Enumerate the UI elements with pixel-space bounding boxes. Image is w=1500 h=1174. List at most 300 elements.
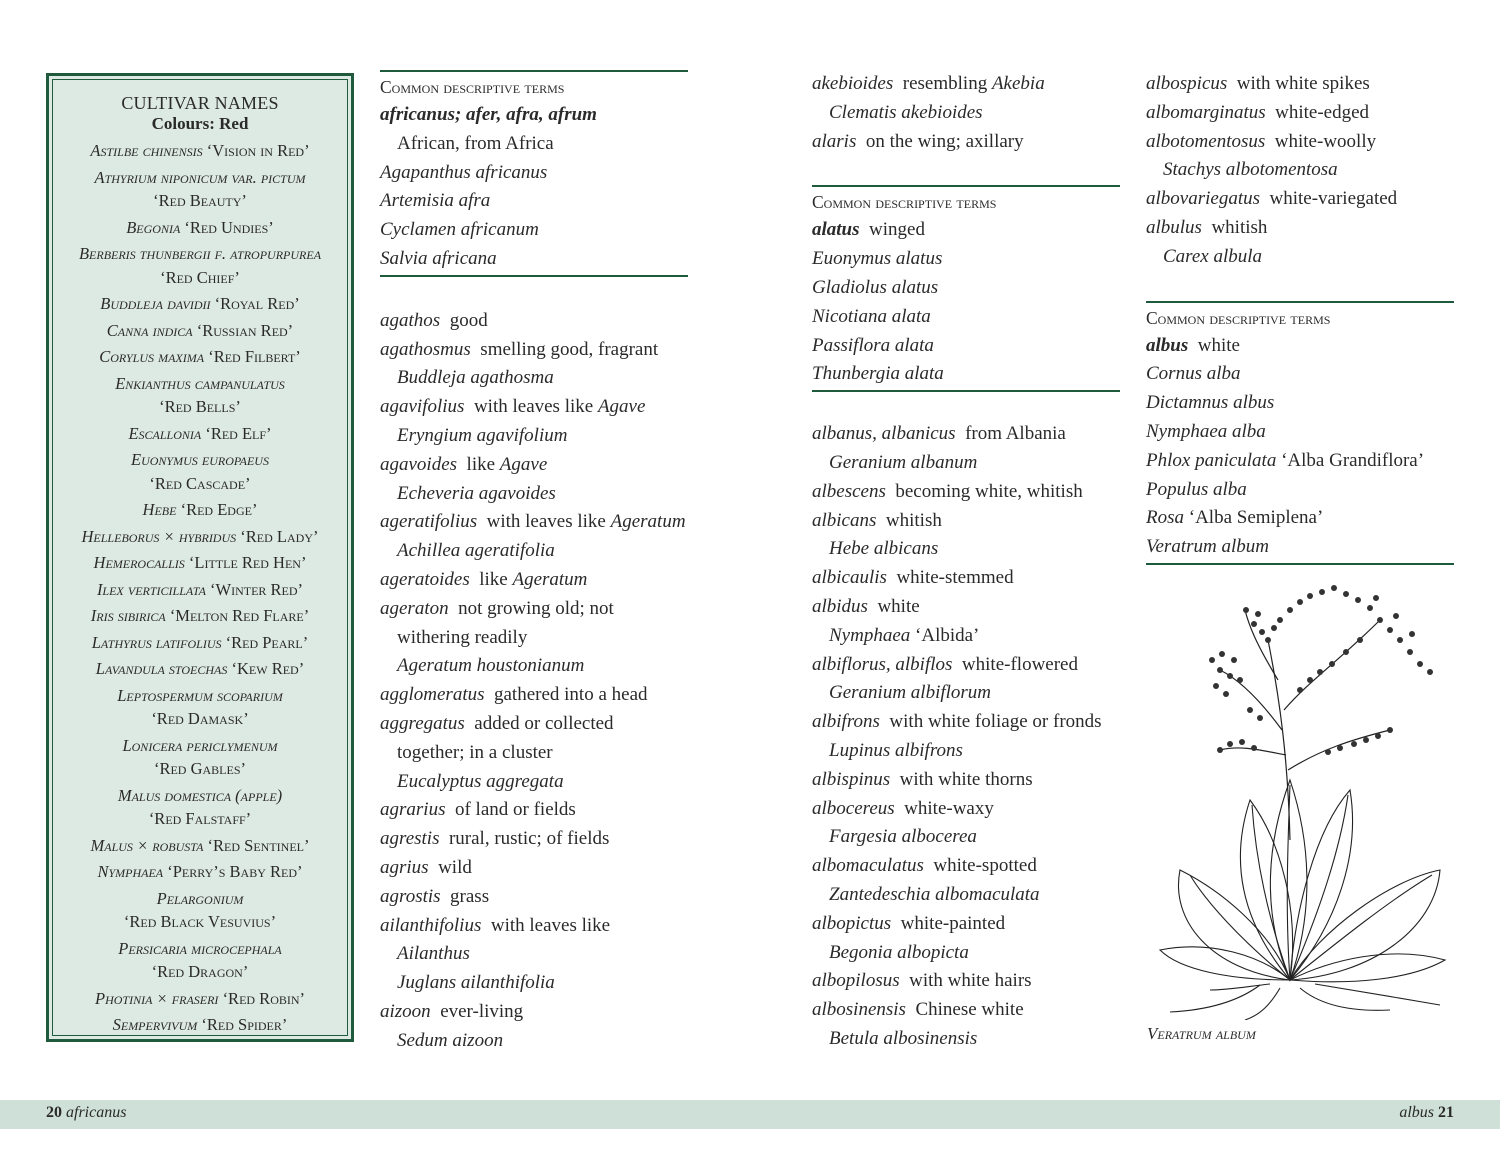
entry-term: albomaculatus [812, 855, 924, 877]
cultivar-entry [55, 498, 345, 522]
box-term: africanus; afer, afra, afrum [380, 104, 597, 125]
cultivar-entry [55, 166, 345, 213]
cultivar-taxon: Sempervivum [112, 1015, 198, 1034]
cultivar-entry [55, 631, 345, 655]
cultivar-entry [55, 734, 345, 781]
entry-definition: not growing old; not [448, 597, 614, 619]
left-page-number: 20 [46, 1104, 62, 1121]
entry-line [812, 996, 1120, 1025]
entry-line [1146, 128, 1454, 157]
entry-term: Sedum aizoon [397, 1029, 504, 1051]
cultivar-name: ‘Melton Red Flare’ [169, 606, 310, 625]
cultivar-name: ‘Winter Red’ [210, 579, 304, 599]
box-term: Veratrum album [1146, 536, 1269, 558]
entry-definition: on the wing; axillary [856, 130, 1024, 152]
cultivar-name: ‘Red Undies’ [184, 217, 274, 237]
entry-line [380, 652, 688, 681]
cultivar-name: ‘Perry’s Baby Red’ [167, 862, 303, 881]
cultivar-taxon: Lavandula stoechas [95, 659, 228, 678]
cultivar-name: ‘Red Spider’ [201, 1015, 288, 1034]
box-term: Cornus alba [1146, 363, 1241, 385]
entry-line [380, 681, 688, 710]
cultivar-entry [55, 1013, 345, 1037]
cultivar-taxon: Canna indica [106, 320, 193, 340]
box-line [380, 216, 688, 245]
entry-line [380, 451, 688, 480]
entry-term: alaris [812, 130, 857, 152]
entry-line [380, 508, 688, 537]
cultivar-entry [55, 657, 345, 681]
box-line [1146, 332, 1454, 361]
cultivar-taxon: Malus × robusta [90, 835, 204, 855]
entry-definition: from Albania [955, 423, 1066, 445]
entry-definition: smelling good, fragrant [470, 338, 659, 360]
cultivar-taxon: Hebe [142, 500, 177, 519]
entry-term: albocereus [812, 797, 895, 819]
right-page-number: 21 [1438, 1104, 1454, 1121]
cultivar-name: ‘Little Red Hen’ [188, 553, 307, 572]
cultivar-entry [55, 834, 345, 858]
cultivar-name: ‘Red Bells’ [159, 397, 241, 416]
box-line [1146, 360, 1454, 389]
entry-definition: with leaves like [481, 914, 611, 936]
entry-term: agglomeratus [380, 684, 485, 706]
right-page-folio [1399, 1104, 1454, 1122]
box-line [1146, 389, 1454, 418]
box-heading: Common descriptive terms [812, 192, 997, 213]
entry-term: ageraton [380, 597, 449, 619]
entry-line [1146, 99, 1454, 128]
cultivar-entry [55, 525, 345, 549]
box-line [1146, 447, 1454, 476]
box-term: Populus alba [1146, 478, 1247, 500]
entry-line [812, 564, 1120, 593]
box-term: Nicotiana alata [812, 305, 931, 327]
box-term: alatus [812, 219, 860, 241]
entry-line [380, 768, 688, 797]
entry-line [1146, 70, 1454, 99]
cultivar-name: ‘Red Sentinel’ [207, 835, 310, 855]
spacer [812, 392, 1120, 420]
cultivar-list [55, 139, 345, 1037]
box-line [812, 303, 1120, 332]
cultivar-entry [55, 372, 345, 419]
cultivar-entry [55, 139, 345, 163]
cultivar-name: ‘Red Beauty’ [153, 191, 247, 210]
cultivar-taxon: Pelargonium [156, 888, 244, 908]
entry-term: Clematis akebioides [829, 101, 983, 123]
entry-term: ageratoides [380, 568, 470, 590]
cultivar-taxon: Persicaria microcephala [118, 938, 282, 958]
cultivar-entry [55, 345, 345, 369]
descriptive-terms-box [380, 70, 688, 277]
entry-definition: like [457, 453, 500, 475]
entry-definition: with leaves like [464, 396, 598, 418]
entry-definition: white-variegated [1260, 188, 1398, 210]
entry-term: agrarius [380, 799, 446, 821]
cultivar-taxon: Athyrium niponicum var. pictum [94, 167, 306, 187]
cultivar-name: ‘Red Black Vesuvius’ [123, 912, 277, 931]
entry-term: akebioides [812, 73, 894, 94]
entry-line [380, 566, 688, 595]
spacer [812, 156, 1120, 185]
box-line [380, 187, 688, 216]
box-definition: ‘Alba Semiplena’ [1184, 507, 1324, 529]
entry-term: albicaulis [812, 567, 887, 589]
cultivar-entry [55, 987, 345, 1011]
illustration-caption: Veratrum album [1147, 1024, 1256, 1043]
cultivar-name: ‘Red Chief’ [160, 267, 240, 287]
entry-definition: added or collected [464, 712, 614, 734]
box-line [1146, 476, 1454, 505]
cultivar-name: ‘Red Dragon’ [151, 962, 249, 981]
entry-line [812, 881, 1120, 910]
entry-term: albiflorus, albiflos [812, 653, 953, 675]
cultivar-name: ‘Red Edge’ [180, 500, 258, 519]
entry-definition: white-spotted [923, 855, 1037, 877]
sidebar-title: CULTIVAR NAMES [121, 93, 279, 113]
entry-definition: wild [428, 856, 472, 878]
box-line [812, 245, 1120, 274]
entry-term: Geranium albiflorum [829, 682, 992, 704]
entry-definition: whitish [876, 509, 942, 531]
cultivar-entry [55, 242, 345, 289]
box-line [812, 360, 1120, 389]
cultivar-taxon: Hemerocallis [93, 553, 185, 572]
entry-line [812, 910, 1120, 939]
cultivar-taxon: Berberis thunbergii f. atropurpurea [78, 244, 322, 263]
entry-line [812, 593, 1120, 622]
cultivar-entry [55, 319, 345, 343]
entry-term: agavoides [380, 453, 458, 475]
entry-term: Geranium albanum [829, 451, 978, 473]
entry-line [812, 478, 1120, 507]
column-2 [812, 70, 1120, 1054]
cultivar-taxon: Iris sibirica [90, 606, 166, 625]
box-term: Thunbergia alata [812, 363, 944, 385]
entry-term: Eucalyptus aggregata [397, 770, 564, 792]
entry-term: Stachys albotomentosa [1163, 159, 1338, 181]
cultivar-entry [55, 216, 345, 240]
spacer [380, 277, 688, 307]
box-term: Gladiolus alatus [812, 276, 939, 298]
entry-definition: with white hairs [899, 970, 1032, 992]
cultivar-name: ‘Red Robin’ [222, 988, 306, 1008]
box-term: Artemisia afra [380, 190, 491, 212]
cultivar-taxon: Lonicera periclymenum [122, 735, 278, 755]
entry-line [1146, 214, 1454, 243]
entry-definition: white-flowered [952, 653, 1078, 675]
entry-line [380, 998, 688, 1027]
entry-term: albopilosus [812, 970, 900, 992]
entry-term: Betula albosinensis [829, 1027, 978, 1049]
entry-term: Agave [499, 453, 548, 475]
entry-term: agathos [380, 309, 441, 331]
entry-line [812, 967, 1120, 996]
entry-term: Hebe albicans [829, 538, 939, 560]
entry-term: agathosmus [380, 338, 471, 360]
entry-line [1146, 185, 1454, 214]
entry-line [812, 823, 1120, 852]
entry-line [812, 622, 1120, 651]
entry-line [380, 624, 688, 653]
entry-term: albopictus [812, 912, 892, 934]
spacer [1146, 272, 1454, 301]
left-page-folio [46, 1104, 126, 1122]
cultivar-entry [55, 937, 345, 984]
entry-definition: like [469, 568, 513, 590]
entry-term: ageratifolius [380, 511, 478, 533]
box-term: Rosa [1146, 507, 1184, 529]
box-term: Euonymus alatus [812, 248, 943, 270]
cultivar-name: ‘Red Gables’ [153, 759, 247, 778]
entry-line [812, 1025, 1120, 1054]
entry-definition: ever-living [430, 1000, 524, 1022]
entry-definition: with white spikes [1227, 73, 1370, 94]
cultivar-name: ‘Russian Red’ [196, 320, 294, 340]
cultivar-entry [55, 448, 345, 495]
entry-term: albotomentosus [1146, 130, 1266, 152]
entry-term: Ageratum [610, 511, 686, 533]
entry-line [380, 364, 688, 393]
cultivar-name: ‘Red Elf’ [205, 423, 272, 443]
entry-line [380, 537, 688, 566]
entry-term: Juglans ailanthifolia [397, 972, 555, 994]
entry-line [380, 825, 688, 854]
entry-line [1146, 156, 1454, 185]
box-term: Agapanthus africanus [380, 161, 548, 183]
entry-term: agrius [380, 856, 429, 878]
entry-term: albomarginatus [1146, 101, 1266, 123]
cultivar-taxon: Begonia [126, 217, 181, 237]
entry-definition: with leaves like [477, 511, 611, 533]
box-line [380, 130, 688, 159]
cultivar-entry [55, 684, 345, 731]
entry-definition: white-woolly [1265, 130, 1377, 152]
entry-line [1146, 243, 1454, 272]
entry-line [812, 70, 1120, 99]
cultivar-name: ‘Red Pearl’ [225, 632, 309, 652]
cultivar-taxon: Escallonia [128, 423, 202, 443]
entry-line [380, 969, 688, 998]
entry-line [380, 1027, 688, 1056]
entry-term: Carex albula [1163, 245, 1263, 267]
box-term: albus [1146, 334, 1189, 356]
entry-line [812, 535, 1120, 564]
entry-term: albispinus [812, 768, 891, 790]
entry-definition: resembling [893, 73, 992, 94]
entry-definition: white-edged [1265, 101, 1370, 123]
entry-line [812, 939, 1120, 968]
cultivar-name: ‘Red Lady’ [240, 526, 319, 546]
cultivar-taxon: Ilex verticillata [96, 579, 206, 599]
entry-definition: together; in a cluster [397, 741, 553, 763]
entry-definition: of land or fields [445, 799, 576, 821]
box-term: Nymphaea alba [1146, 420, 1266, 442]
left-running-head: africanus [66, 1104, 127, 1121]
box-line [812, 274, 1120, 303]
cultivar-taxon: Enkianthus campanulatus [115, 373, 285, 393]
entry-line [380, 854, 688, 883]
entry-line [812, 99, 1120, 128]
entry-term: albicans [812, 509, 877, 531]
cultivar-taxon: Helleborus × hybridus [81, 526, 237, 546]
entry-term: Buddleja agathosma [397, 367, 554, 389]
entry-term: Echeveria agavoides [397, 482, 556, 504]
cultivar-name: ‘Vision in Red’ [206, 141, 310, 160]
box-definition: ‘Alba Grandiflora’ [1276, 449, 1425, 471]
cultivar-entry [55, 422, 345, 446]
box-line [1146, 504, 1454, 533]
entry-term: Agave [597, 396, 646, 418]
cultivar-name: ‘Red Cascade’ [149, 473, 251, 493]
box-line [380, 159, 688, 188]
entry-line [380, 480, 688, 509]
cultivar-name: ‘Royal Red’ [214, 294, 300, 313]
right-running-head: albus [1399, 1104, 1434, 1121]
cultivar-entry [55, 887, 345, 934]
entry-line [380, 796, 688, 825]
box-term: Phlox paniculata [1146, 449, 1277, 471]
entry-term: Ageratum [512, 568, 588, 590]
entry-line [380, 595, 688, 624]
box-line [380, 245, 688, 274]
cultivar-entry [55, 551, 345, 575]
cultivar-entry [55, 784, 345, 831]
entry-definition: whitish [1201, 216, 1268, 238]
entry-line [380, 739, 688, 768]
box-heading: Common descriptive terms [1146, 307, 1331, 328]
veratrum-album-illustration [1150, 580, 1455, 1020]
entry-line [812, 795, 1120, 824]
entry-line [812, 651, 1120, 680]
entry-term: agavifolius [380, 396, 465, 418]
box-term: Passiflora alata [812, 334, 934, 356]
page-footer-band [0, 1100, 1500, 1129]
entry-line [380, 940, 688, 969]
cultivar-taxon: Euonymus europaeus [131, 450, 269, 469]
cultivar-name: ‘Kew Red’ [231, 659, 305, 678]
box-definition: winged [859, 219, 925, 241]
entry-definition: rural, rustic; of fields [439, 828, 610, 850]
entry-term: albospicus [1146, 73, 1228, 94]
entry-term: albifrons [812, 711, 880, 733]
entry-line [380, 912, 688, 941]
entry-term: aizoon [380, 1000, 431, 1022]
cultivar-entry [55, 578, 345, 602]
cultivar-taxon: Corylus maxima [99, 347, 205, 366]
box-line [812, 332, 1120, 361]
box-term: African, from Africa [397, 132, 554, 154]
entry-term: Ailanthus [397, 943, 470, 965]
entry-term: albovariegatus [1146, 188, 1260, 210]
entry-definition: becoming white, whitish [885, 480, 1083, 502]
cultivar-taxon: Buddleja davidii [100, 294, 211, 313]
entry-definition: white [867, 595, 920, 617]
entry-term: agrostis [380, 885, 441, 907]
cultivar-taxon: Malus domestica (apple) [117, 785, 283, 805]
box-term: Dictamnus albus [1146, 392, 1275, 414]
entry-line [812, 449, 1120, 478]
entry-definition: ‘Albida’ [910, 624, 980, 646]
entry-line [380, 393, 688, 422]
sidebar-subtitle: Colours: Red [151, 114, 249, 133]
box-term: Salvia africana [380, 247, 497, 269]
cultivar-entry [55, 860, 345, 884]
sidebar-content [55, 92, 345, 1040]
entry-term: albidus [812, 595, 868, 617]
entry-line [380, 336, 688, 365]
cultivar-names-sidebar [46, 73, 354, 1042]
cultivar-taxon: Astilbe chinensis [90, 141, 203, 160]
cultivar-entry [55, 292, 345, 316]
entry-definition: gathered into a head [484, 684, 648, 706]
box-line [380, 101, 688, 130]
entry-term: albulus [1146, 216, 1202, 238]
entry-term: albanus, albanicus [812, 423, 956, 445]
cultivar-entry [55, 604, 345, 628]
entry-term: Eryngium agavifolium [397, 424, 568, 446]
box-line [1146, 533, 1454, 562]
entry-line [380, 883, 688, 912]
cultivar-name: ‘Red Filbert’ [208, 347, 301, 366]
cultivar-taxon: Lathyrus latifolius [91, 632, 222, 652]
entry-term: ailanthifolius [380, 914, 482, 936]
entry-term: aggregatus [380, 712, 465, 734]
box-definition: white [1188, 334, 1240, 356]
cultivar-name: ‘Red Damask’ [151, 709, 249, 728]
entry-definition: good [440, 309, 488, 331]
entry-definition: grass [440, 885, 490, 907]
descriptive-terms-box [812, 185, 1120, 392]
entry-term: albosinensis [812, 999, 906, 1021]
entry-term: Achillea ageratifolia [397, 540, 555, 562]
entry-line [812, 420, 1120, 449]
entry-term: Zantedeschia albomaculata [829, 883, 1040, 905]
entry-term: Lupinus albifrons [829, 739, 963, 761]
entry-term: Nymphaea [829, 624, 911, 646]
column-3 [1146, 70, 1454, 565]
entry-term: Akebia [991, 73, 1045, 94]
entry-line [812, 507, 1120, 536]
entry-line [380, 710, 688, 739]
entry-term: Fargesia albocerea [829, 826, 977, 848]
entry-line [812, 679, 1120, 708]
entry-term: Begonia albopicta [829, 941, 969, 963]
entry-line [812, 128, 1120, 157]
cultivar-taxon: Leptospermum scoparium [117, 685, 283, 705]
box-heading: Common descriptive terms [380, 77, 565, 97]
entry-term: albescens [812, 480, 886, 502]
entry-definition: with white foliage or fronds [879, 711, 1102, 733]
entry-definition: Chinese white [905, 999, 1024, 1021]
entry-definition: withering readily [397, 626, 528, 648]
cultivar-taxon: Nymphaea [97, 862, 164, 881]
entry-line [380, 422, 688, 451]
column-1 [380, 70, 688, 1056]
descriptive-terms-box [1146, 301, 1454, 565]
box-line [812, 216, 1120, 245]
entry-definition: white-stemmed [886, 567, 1014, 589]
entry-line [812, 852, 1120, 881]
box-term: Cyclamen africanum [380, 219, 539, 241]
entry-definition: with white thorns [890, 768, 1033, 790]
entry-line [812, 737, 1120, 766]
entry-term: Ageratum houstonianum [397, 655, 585, 677]
entry-line [380, 307, 688, 336]
entry-definition: white-painted [891, 912, 1006, 934]
cultivar-name: ‘Red Falstaff’ [148, 809, 252, 828]
